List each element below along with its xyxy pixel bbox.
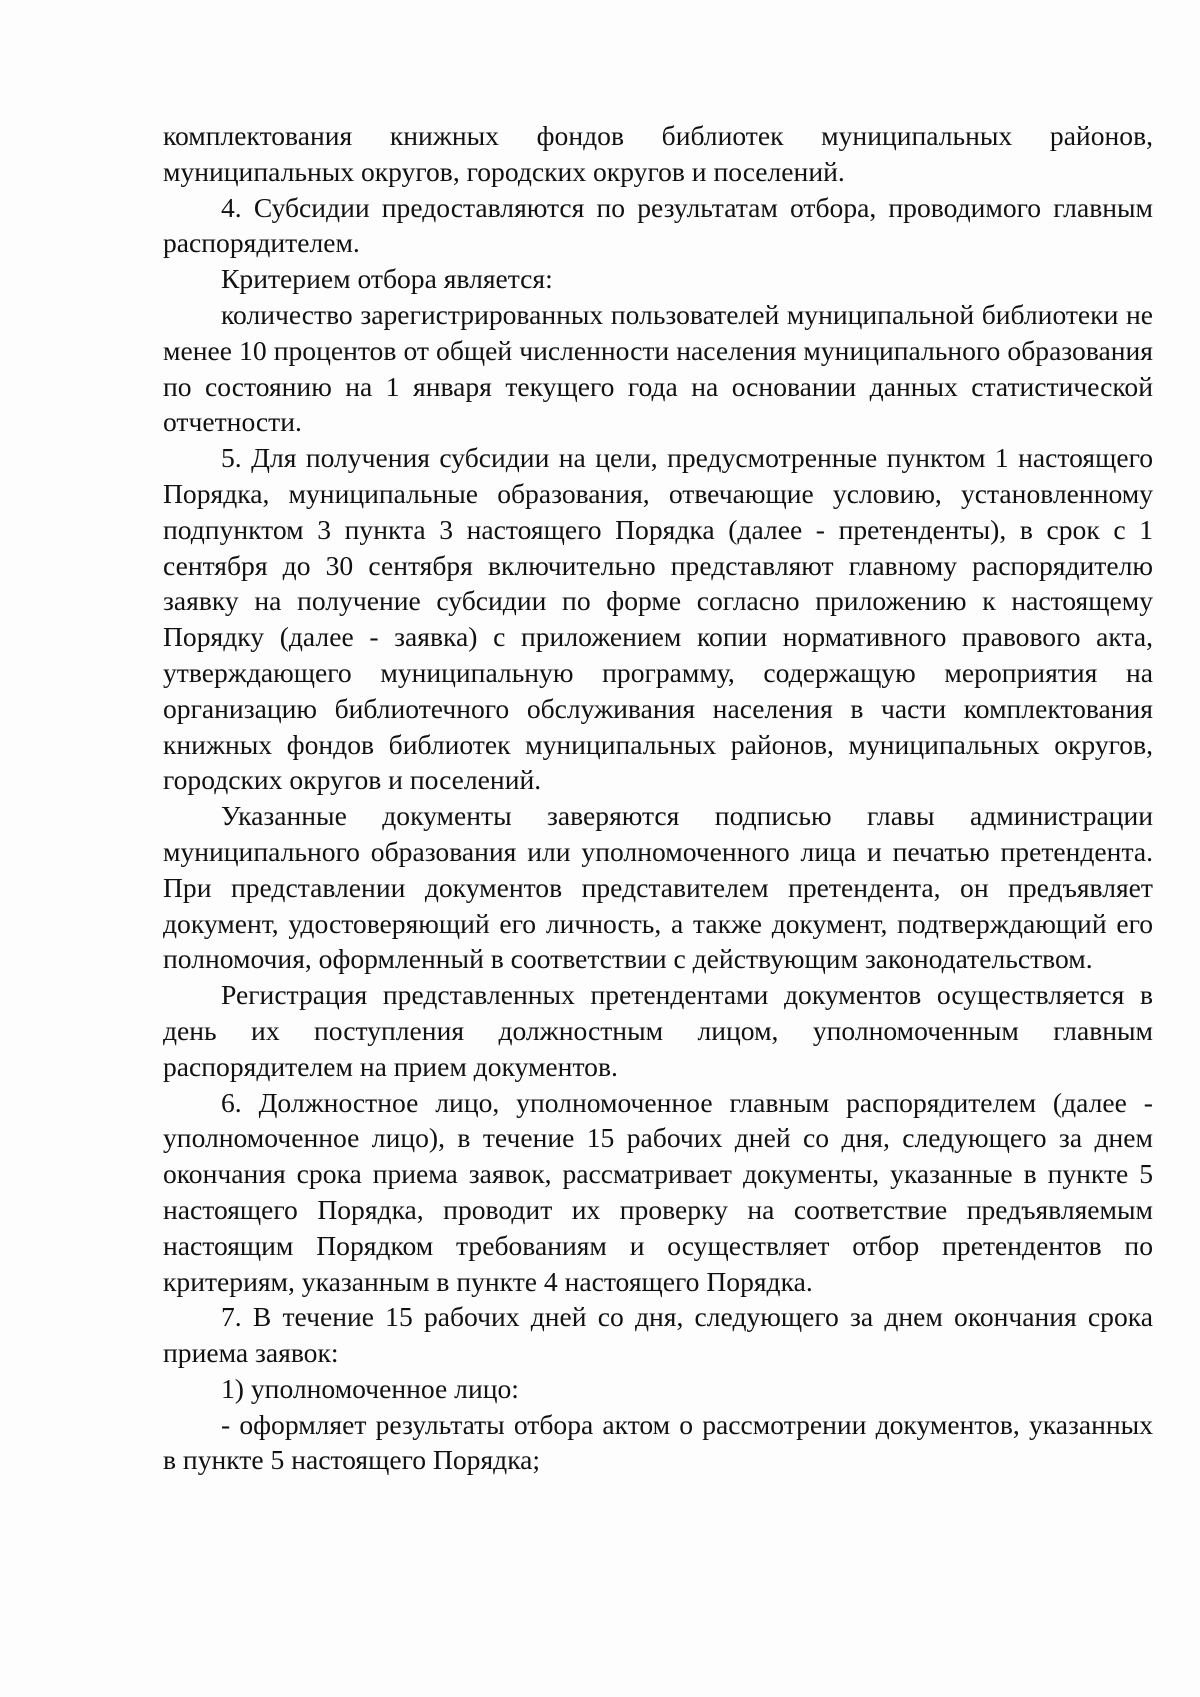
paragraph-item-7: 7. В течение 15 рабочих дней со дня, следующего за днем окончания срока приема заявок:	[163, 1301, 1153, 1369]
paragraph-documents-certification: Указанные документы заверяются подписью главы администрации муниципального образования или уполномоченного лица и печатью претендента. При представлении документов представителем претендента, он предъявляет документ, удостоверяющий его личность, а также документ, подтверждающий его полномочия, оформленный в соответствии с действующим законодательством.	[163, 800, 1153, 975]
document-body	[163, 118, 1153, 1478]
paragraph-item-5: 5. Для получения субсидии на цели, предусмотренные пунктом 1 настоящего Порядка, муниципальные образования, отвечающие условию, установленному подпунктом 3 пункта 3 настоящего Порядка (далее - претенденты), в срок с 1 сентября до 30 сентября включительно представляют главному распорядителю заявку на получение субсидии по форме согласно приложению к настоящему Порядку (далее - заявка) с приложением копии нормативного правового акта, утверждающего муниципальную программу, содержащую мероприятия на организацию библиотечного обслуживания населения в части комплектования книжных фондов библиотек муниципальных районов, муниципальных округов, городских округов и поселений.	[163, 442, 1153, 796]
paragraph-subitem-1: 1) уполномоченное лицо:	[221, 1372, 519, 1404]
paragraph-item-4: 4. Субсидии предоставляются по результатам отбора, проводимого главным распорядителем.	[163, 191, 1153, 259]
paragraph-selection-criterion-heading: Критерием отбора является:	[221, 263, 553, 295]
paragraph-documents-registration: Регистрация представленных претендентами документов осуществляется в день их поступления должностным лицом, уполномоченным главным распорядителем на прием документов.	[163, 979, 1153, 1082]
paragraph-item-6: 6. Должностное лицо, уполномоченное главным распорядителем (далее - уполномоченное лицо), в течение 15 рабочих дней со дня, следующего за днем окончания срока приема заявок, рассматривает документы, указанные в пункте 5 настоящего Порядка, проводит их проверку на соответствие предъявляемым настоящим Порядком требованиям и осуществляет отбор претендентов по критериям, указанным в пункте 4 настоящего Порядка.	[163, 1086, 1153, 1297]
paragraph-selection-criterion: количество зарегистрированных пользователей муниципальной библиотеки не менее 10 процентов от общей численности населения муниципального образования по состоянию на 1 января текущего года на основании данных статистической отчетности.	[163, 298, 1153, 438]
paragraph-subitem-dash: - оформляет результаты отбора актом о рассмотрении документов, указанных в пункте 5 настоящего Порядка;	[163, 1408, 1153, 1476]
paragraph-continuation: комплектования книжных фондов библиотек муниципальных районов, муниципальных округов, городских округов и поселений.	[163, 120, 1153, 187]
